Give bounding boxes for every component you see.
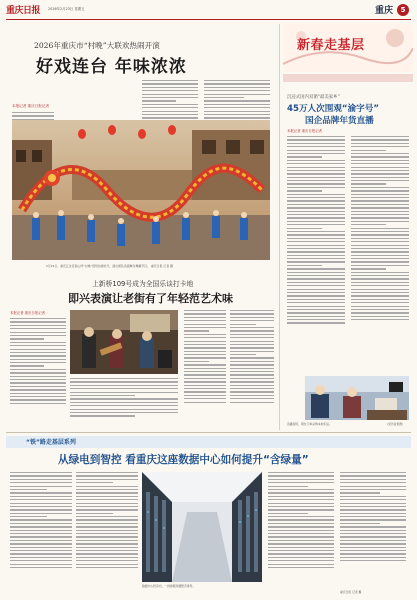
dragon-dance-photo (12, 120, 270, 260)
series-photo (142, 472, 262, 582)
article3-headline-line1: 45万人次围观“渝字号” (287, 104, 380, 114)
article2-headline: 即兴表演让老街有了年轻范艺术味 (68, 292, 233, 305)
article-datacenter (6, 434, 411, 598)
series-footer-note: 重庆日报 记者 摄 (340, 590, 362, 594)
series-body-col1 (10, 472, 72, 596)
paper-name: 重庆日报 (6, 6, 41, 16)
article-livestream (283, 74, 413, 430)
series-rule (6, 432, 411, 433)
livestream-photo (305, 376, 409, 420)
article2-body-col2 (70, 378, 178, 428)
article1-photo (12, 120, 270, 260)
article1-headline: 好戏连台 年味浓浓 (36, 57, 187, 77)
series-body-col4 (340, 472, 406, 590)
article2-body-col3 (184, 310, 226, 428)
masthead-rule (6, 19, 411, 20)
banner-xinchun (283, 24, 413, 72)
article3-body-col1 (287, 136, 345, 368)
article-cunwan (6, 24, 276, 274)
article3-photo (305, 376, 409, 420)
date-line: 2026年2月23日 星期五 (48, 7, 85, 11)
section-name: 重庆 (374, 6, 393, 16)
article-laojie (6, 276, 276, 432)
street-concert-photo (70, 310, 178, 374)
datacenter-photo (142, 472, 262, 582)
masthead (0, 0, 417, 22)
series-tag: “铁”路走基层系列 (26, 439, 76, 446)
article3-kicker-bar (283, 74, 413, 82)
article3-kicker: 沉浸式国内双循“最美家乡” (287, 95, 340, 100)
article3-photo-credit: (受访者供图) (387, 422, 404, 426)
article1-kicker: 2026年重庆市“村晚”大联欢热闹开演 (34, 41, 160, 50)
article3-photo-caption: 直播现场，网友下单采购本地年货。 (287, 422, 332, 426)
article2-photo (70, 310, 178, 374)
article1-photo-caption: 2月21日，重庆江北区铁山坪“村晚”现场热闹非凡，演出团队表演舞龙舞狮节目。 重庆日报 记者 摄 (46, 264, 173, 268)
column-separator (279, 24, 280, 430)
article2-kicker: 上新桥109号成为全国乐谈打卡地 (92, 280, 194, 288)
article2-body-col4 (230, 310, 274, 428)
article3-headline-line2: 国企品牌年货直播 (305, 116, 374, 126)
article2-body-col1 (10, 318, 66, 428)
series-photo-caption: 数据中心机房内，一排排服务器整齐排列。 (142, 584, 196, 588)
series-body-col3 (268, 472, 334, 596)
article1-byline: 本报记者 重庆日报记者 (12, 104, 50, 108)
series-body-col2 (76, 472, 138, 596)
series-headline: 从绿电到智控 看重庆这座数据中心如何提升“含绿量” (58, 454, 309, 466)
page-number: 5 (397, 4, 409, 16)
article3-byline: 本报记者 重庆日报记者 (287, 129, 322, 133)
article2-byline: 本报记者 重庆日报记者 (10, 311, 45, 315)
article3-body-col2 (351, 136, 409, 368)
banner-title: 新春走基层 (297, 38, 365, 53)
